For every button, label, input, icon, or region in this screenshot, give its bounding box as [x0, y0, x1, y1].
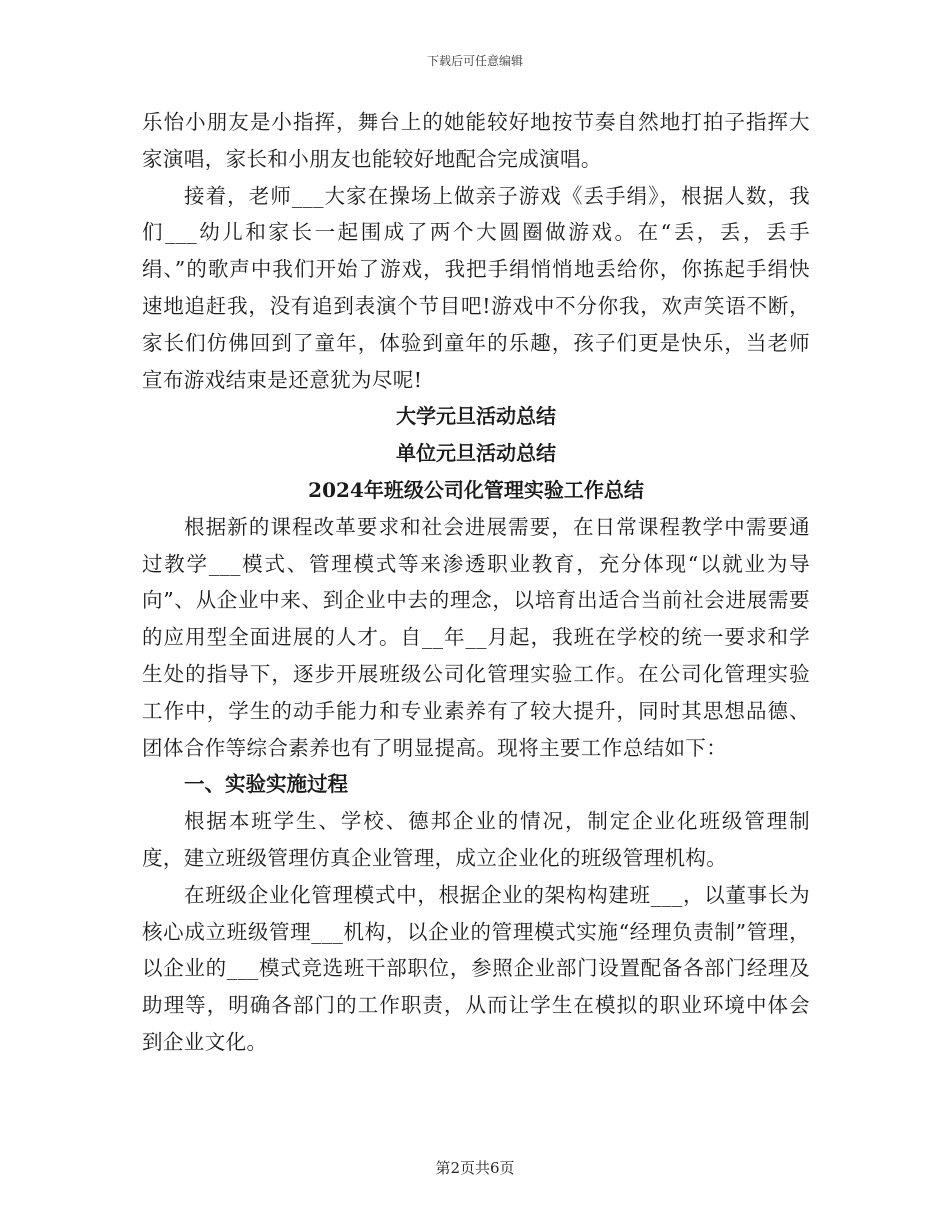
page-footer: 第2页共6页	[435, 1159, 515, 1177]
title-1: 大学元旦活动总结	[396, 404, 556, 429]
paragraph-1: 乐怡小朋友是小指挥，舞台上的她能较好地按节奏自然地打拍子指挥大家演唱，家长和小朋友也能较好地配合完成演唱。	[142, 110, 810, 171]
title-2: 单位元旦活动总结	[396, 441, 556, 466]
section-heading: 一、实验实施过程	[184, 772, 348, 797]
title-3: 2024年班级公司化管理实验工作总结	[308, 477, 644, 502]
document-body	[142, 104, 810, 1061]
paragraph-4: 根据本班学生、学校、德邦企业的情况，制定企业化班级管理制度，建立班级管理仿真企业管理，成立企业化的班级管理机构。	[142, 809, 810, 870]
paragraph-5: 在班级企业化管理模式中，根据企业的架构构建班___，以董事长为核心成立班级管理___机构，以企业的管理模式实施“经理负责制”管理，以企业的___模式竞选班干部职位，参照企业部门设置配备各部门经理及助理等，明确各部门的工作职责，从而让学生在模拟的职业环境中体会到企业文化。	[142, 882, 810, 1054]
paragraph-3: 根据新的课程改革要求和社会进展需要，在日常课程教学中需要通过教学___模式、管理模式等来渗透职业教育，充分体现“以就业为导向”、从企业中来、到企业中去的理念，以培育出适合当前社会进展需要的应用型全面进展的人才。自__年__月起，我班在学校的统一要求和学生处的指导下，逐步开展班级公司化管理实验工作。在公司化管理实验工作中，学生的动手能力和专业素养有了较大提升，同时其思想品德、团体合作等综合素养也有了明显提高。现将主要工作总结如下：	[142, 514, 810, 760]
paragraph-2: 接着，老师___大家在操场上做亲子游戏《丢手绢》，根据人数，我们___幼儿和家长一起围成了两个大圆圈做游戏。在“丢，丢，丢手绢、”的歌声中我们开始了游戏，我把手绢悄悄地丢给你，你拣起手绢快速地追赶我，没有追到表演个节目吧!游戏中不分你我，欢声笑语不断，家长们仿佛回到了童年，体验到童年的乐趣，孩子们更是快乐，当老师宣布游戏结束是还意犹为尽呢!	[142, 183, 810, 392]
header-note: 下载后可任意编辑	[426, 54, 523, 68]
